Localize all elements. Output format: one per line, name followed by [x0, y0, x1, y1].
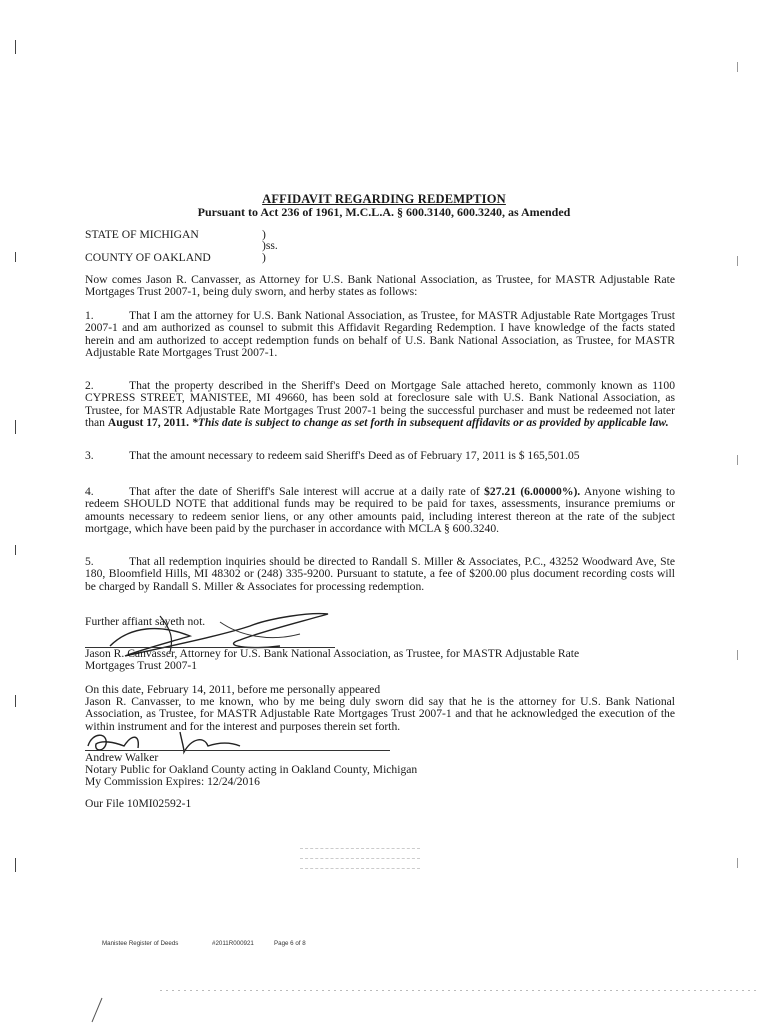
venue-county: COUNTY OF OAKLAND	[85, 251, 211, 264]
notary-statement: Jason R. Canvasser, to me known, who by me being duly sworn did say that he is the attorney for U.S. Bank National Association, as Trustee, for MASTR Adjustable Rate Mortgages Trust 2007-1 and that he acknowledged the execution of the within instrument and for the interest and purposes therein set forth.	[85, 695, 675, 733]
notary-title: Notary Public for Oakland County acting in Oakland County, Michigan	[85, 763, 418, 776]
deadline-note: *This date is subject to change as set forth in subsequent affidavits or as provided by applicable law.	[191, 416, 669, 430]
footer-page: Page 6 of 8	[274, 940, 306, 947]
paragraph-number: 1.	[85, 309, 94, 322]
paragraph-text: That all redemption inquiries should be directed to Randall S. Miller & Associates, P.C., 43252 Woodward Ave, Ste 180, Bloomfield Hills, MI 48302 or (248) 335-9200. Pursuant to statute, a fee of $200.00 plus document recording costs will be charged by Randall S. Miller & Associates for processing redemption.	[85, 555, 675, 593]
scan-mark	[737, 455, 738, 465]
venue-state: STATE OF MICHIGAN	[85, 228, 199, 241]
footer-doc-number: #2011R000921	[212, 940, 254, 947]
scan-edge	[160, 990, 760, 991]
scan-mark	[88, 996, 108, 1024]
scan-mark	[737, 650, 738, 660]
paragraph-3	[85, 450, 675, 462]
scan-mark	[15, 40, 16, 54]
paragraph-text: That I am the attorney for U.S. Bank National Association, as Trustee, for MASTR Adjustable Rate Mortgages Trust 2007-1 and am authorized as counsel to submit this Affidavit Regarding Redemption. I have knowledge of the facts stated herein and am authorized to accept redemption funds on behalf of U.S. Bank National Association, as Trustee, for MASTR Adjustable Rate Mortgages Trust 2007-1.	[85, 309, 675, 360]
redemption-deadline: August 17, 2011.	[107, 416, 190, 430]
daily-interest-rate: $27.21 (6.00000%).	[484, 485, 581, 498]
scan-mark	[15, 420, 16, 434]
paragraph-text: That the property described in the Sheriff's Deed on Mortgage Sale attached hereto, commonly known as 1100 CYPRESS STREET, MANISTEE, MI 49660, has been sold at foreclosure sale with U.S. Bank National Association, as Trustee, for MASTR Adjustable Rate Mortgages Trust 2007-1 being the successful purchaser and must be redeemed not later than	[85, 379, 675, 430]
paragraph-number: 4.	[85, 485, 94, 498]
further-affiant: Further affiant sayeth not.	[85, 615, 206, 628]
document-title: AFFIDAVIT REGARDING REDEMPTION	[262, 192, 506, 206]
scan-mark	[737, 858, 738, 868]
footer-register: Manistee Register of Deeds	[102, 940, 179, 947]
notary-commission: My Commission Expires: 12/24/2016	[85, 775, 260, 788]
paragraph-text: Anyone wishing to redeem SHOULD NOTE that additional funds may be required to be paid for taxes, assessments, insurance premiums or amounts necessary to redeem senior liens, or any other amounts paid, including interest thereon at the rate of the subject mortgage, which have been paid by the purchaser in accordance with MCLA § 600.3240.	[85, 485, 675, 536]
venue-ss: )ss.	[262, 239, 278, 252]
paragraph-2	[85, 380, 675, 430]
affiant-name-line: Jason R. Canvasser, Attorney for U.S. Bank National Association, as Trustee, for MASTR Adjustable Rate Mortgages Trust 2007-1	[85, 647, 580, 673]
scan-mark	[737, 256, 738, 266]
paragraph-number: 3.	[85, 449, 94, 462]
notary-name: Andrew Walker	[85, 751, 159, 764]
paragraph-1	[85, 310, 675, 360]
paragraph-4	[85, 486, 675, 536]
scan-mark	[15, 858, 16, 872]
scan-mark	[15, 695, 16, 707]
file-number: Our File 10MI02592-1	[85, 797, 192, 810]
document-subtitle: Pursuant to Act 236 of 1961, M.C.L.A. § 600.3140, 600.3240, as Amended	[197, 205, 571, 219]
venue-paren: )	[262, 251, 266, 264]
paragraph-text: That the amount necessary to redeem said Sheriff's Deed as of February 17, 2011 is $ 165,501.05	[129, 449, 580, 462]
scan-mark	[15, 545, 16, 555]
paragraph-text: That after the date of Sheriff's Sale interest will accrue at a daily rate of	[129, 485, 480, 498]
paragraph-number: 2.	[85, 379, 94, 392]
notary-date-line: On this date, February 14, 2011, before me personally appeared	[85, 683, 381, 696]
intro-paragraph: Now comes Jason R. Canvasser, as Attorney for U.S. Bank National Association, as Trustee, for MASTR Adjustable Rate Mortgages Trust 2007-1, being duly sworn, and herby states as follows:	[85, 273, 675, 299]
paragraph-number: 5.	[85, 555, 94, 568]
paragraph-5	[85, 556, 675, 593]
venue-paren: )	[262, 228, 266, 241]
scan-mark	[15, 252, 16, 262]
scan-mark	[737, 62, 738, 72]
faint-stamp	[300, 842, 420, 882]
